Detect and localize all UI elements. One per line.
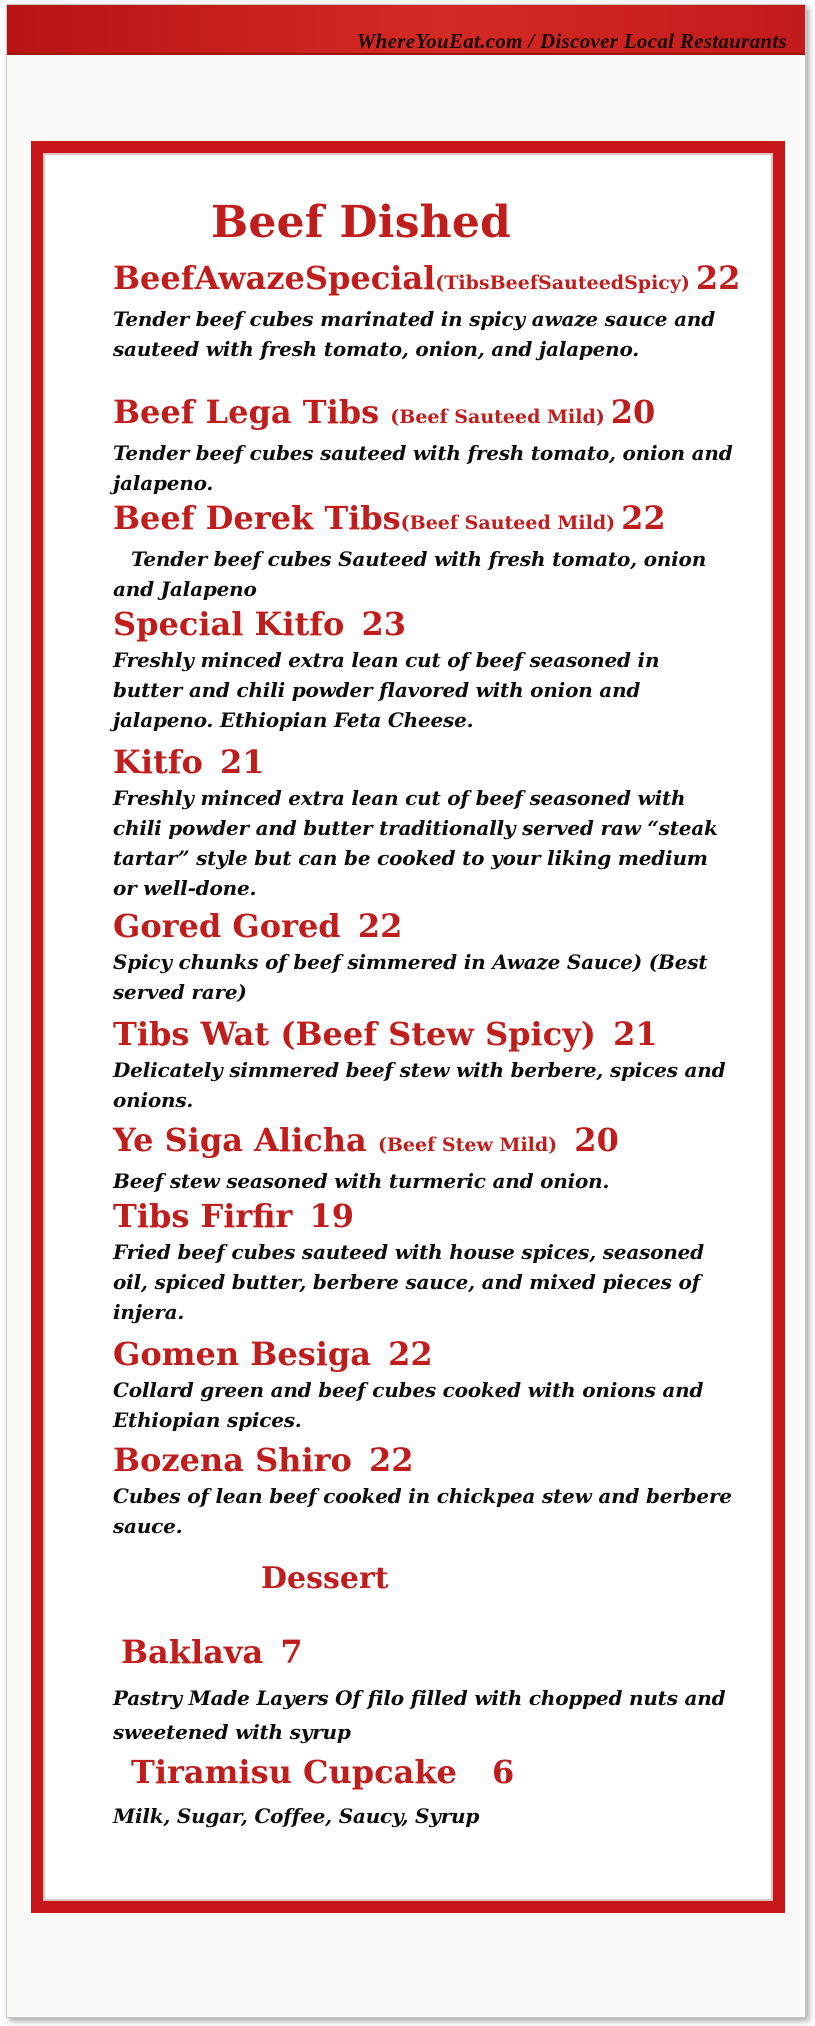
item-note: (Beef Sauteed Mild) xyxy=(400,512,616,534)
menu-frame xyxy=(31,141,785,1913)
item-description: Beef stew seasoned with turmeric and onion. xyxy=(113,1169,610,1193)
item-name: Ye Siga Alicha xyxy=(113,1121,367,1159)
item-description: Freshly minced extra lean cut of beef seasoned in butter and chili powder flavored with onion and jalapeno. Ethiopian Feta Cheese. xyxy=(113,648,660,732)
item-description: Collard green and beef cubes cooked with onions and Ethiopian spices. xyxy=(113,1378,704,1432)
menu-item xyxy=(113,259,741,364)
item-name: Tiramisu Cupcake xyxy=(131,1753,457,1791)
menu-item xyxy=(113,1335,733,1435)
item-price: 21 xyxy=(613,1015,658,1053)
menu-item xyxy=(113,1441,733,1541)
item-name: Special Kitfo xyxy=(113,605,345,643)
item-note: (Beef Stew Mild) xyxy=(377,1134,558,1156)
item-price: 19 xyxy=(309,1197,355,1235)
item-description: Tender beef cubes sauteed with fresh tomato, onion and jalapeno. xyxy=(113,441,733,495)
section-title-dessert: Dessert xyxy=(261,1561,389,1596)
item-price: 20 xyxy=(574,1121,619,1159)
item-name: Gored Gored xyxy=(113,907,341,945)
menu-item xyxy=(113,743,733,903)
item-price: 22 xyxy=(695,259,741,297)
menu-item xyxy=(113,499,733,604)
item-description: Spicy chunks of beef simmered in Awaze Sauce) (Best served rare) xyxy=(113,950,708,1004)
item-price: 7 xyxy=(280,1633,303,1671)
site-banner xyxy=(7,5,805,55)
item-description: Tender beef cubes marinated in spicy awaze sauce and sauteed with fresh tomato, onion, and jalapeno. xyxy=(113,307,715,361)
menu-item xyxy=(113,605,733,735)
menu-item xyxy=(113,1121,733,1196)
dessert-item xyxy=(113,1633,741,1749)
item-price: 22 xyxy=(368,1441,414,1479)
item-price: 6 xyxy=(492,1753,515,1791)
item-price: 20 xyxy=(610,393,656,431)
item-name: Baklava xyxy=(121,1633,264,1671)
menu-item xyxy=(113,393,733,498)
menu-page xyxy=(6,4,806,2018)
item-description: Delicately simmered beef stew with berbere, spices and onions. xyxy=(113,1058,726,1112)
item-price: 21 xyxy=(220,743,265,781)
item-price: 22 xyxy=(388,1335,433,1373)
banner-text[interactable]: WhereYouEat.com / Discover Local Restaurants xyxy=(356,29,787,53)
item-name: Kitfo xyxy=(113,743,203,781)
dessert-item xyxy=(113,1753,751,1831)
item-price: 23 xyxy=(361,605,407,643)
item-price: 22 xyxy=(621,499,666,537)
menu-item xyxy=(113,1015,733,1115)
item-name: Gomen Besiga xyxy=(113,1335,371,1373)
item-name: Tibs Wat (Beef Stew Spicy) xyxy=(113,1015,596,1053)
item-description: Freshly minced extra lean cut of beef seasoned with chili powder and butter traditionally served raw “steak tartar” style but can be cooked to your liking medium or well-done. xyxy=(113,786,718,900)
item-price: 22 xyxy=(357,907,403,945)
item-name: BeefAwazeSpecial xyxy=(113,259,436,297)
item-description: Milk, Sugar, Coffee, Saucy, Syrup xyxy=(113,1804,480,1828)
item-description: Pastry Made Layers Of filo filled with chopped nuts and sweetened with syrup xyxy=(113,1686,726,1744)
item-note: (TibsBeefSauteedSpicy) xyxy=(435,272,690,294)
menu-item xyxy=(113,907,733,1007)
item-name: Beef Derek Tibs xyxy=(113,499,401,537)
item-description: Fried beef cubes sauteed with house spices, seasoned oil, spiced butter, berbere sauce, and mixed pieces of injera. xyxy=(113,1240,704,1324)
item-name: Beef Lega Tibs xyxy=(113,393,380,431)
item-name: Bozena Shiro xyxy=(113,1441,352,1479)
menu-item xyxy=(113,1197,733,1327)
section-title-beef: Beef Dished xyxy=(211,197,512,248)
item-note: (Beef Sauteed Mild) xyxy=(390,406,605,428)
item-name: Tibs Firfir xyxy=(113,1197,293,1235)
item-description: Cubes of lean beef cooked in chickpea stew and berbere sauce. xyxy=(113,1484,732,1538)
item-description: Tender beef cubes Sauteed with fresh tomato, onion and Jalapeno xyxy=(113,547,707,601)
